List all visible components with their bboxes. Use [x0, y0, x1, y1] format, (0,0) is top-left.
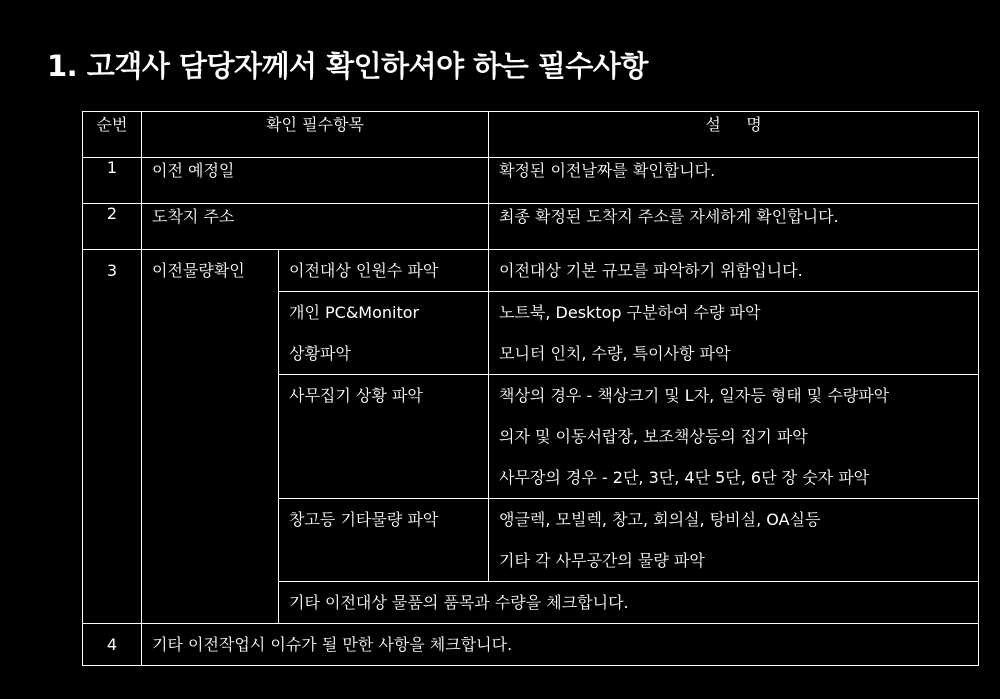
- header-desc: [489, 112, 979, 158]
- row-item: [142, 250, 279, 624]
- row-no-text: 3: [106, 261, 118, 280]
- sub-item-label: [279, 499, 489, 582]
- row-no: 2: [83, 204, 142, 250]
- sub-item-desc: [489, 375, 979, 499]
- sub-item-label-text: 이전대상 인원수 파악: [289, 261, 439, 280]
- row-item: 도착지 주소: [142, 204, 489, 250]
- sub-item-note: [279, 582, 979, 624]
- row-no-text: 4: [106, 635, 118, 654]
- sub-item-label-line: 상황파악: [289, 344, 351, 363]
- row-item-text: 이전물량확인: [152, 261, 245, 280]
- desc-line: 기타 각 사무공간의 물량 파악: [499, 551, 705, 570]
- row-desc: 확정된 이전날짜를 확인합니다.: [489, 158, 979, 204]
- desc-line: 사무장의 경우 - 2단, 3단, 4단 5단, 6단 장 숫자 파악: [499, 468, 870, 487]
- row-item: [142, 624, 979, 666]
- table-header-row: [83, 112, 979, 158]
- desc-line: 책상의 경우 - 책상크기 및 L자, 일자등 형태 및 수량파악: [499, 386, 890, 405]
- sub-item-desc: [489, 499, 979, 582]
- sub-item-label-text: 창고등 기타물량 파악: [289, 510, 439, 529]
- desc-line: 모니터 인치, 수량, 특이사항 파악: [499, 344, 731, 363]
- sub-item-label: [279, 292, 489, 375]
- table-row: [83, 624, 979, 666]
- sub-item-desc: [489, 292, 979, 375]
- sub-item-note-text: 기타 이전대상 물품의 품목과 수량을 체크합니다.: [289, 593, 629, 612]
- row-no: [83, 250, 142, 624]
- desc-line: 의자 및 이동서랍장, 보조책상등의 집기 파악: [499, 427, 808, 446]
- row-desc: 최종 확정된 도착지 주소를 자세하게 확인합니다.: [489, 204, 979, 250]
- table-row: [83, 250, 979, 292]
- sub-item-label: [279, 375, 489, 499]
- header-desc-text: 설 명: [705, 115, 762, 134]
- sub-item-label: [279, 250, 489, 292]
- sub-item-label-line: 개인 PC&Monitor: [289, 303, 420, 322]
- header-no: 순번: [83, 112, 142, 158]
- checklist-table: [82, 111, 979, 666]
- sub-item-desc: [489, 250, 979, 292]
- desc-line: 앵글렉, 모빌렉, 창고, 회의실, 탕비실, OA실등: [499, 510, 821, 529]
- sub-item-label-text: 사무집기 상황 파악: [289, 386, 423, 405]
- row-item-text: 기타 이전작업시 이슈가 될 만한 사항을 체크합니다.: [152, 635, 513, 654]
- header-item: 확인 필수항목: [142, 112, 489, 158]
- row-no: [83, 624, 142, 666]
- page-title: 1. 고객사 담당자께서 확인하셔야 하는 필수사항: [47, 49, 648, 83]
- row-no: 1: [83, 158, 142, 204]
- table-row: [83, 158, 979, 204]
- table-row: [83, 204, 979, 250]
- row-item: 이전 예정일: [142, 158, 489, 204]
- desc-line: 이전대상 기본 규모를 파악하기 위함입니다.: [499, 261, 803, 280]
- desc-line: 노트북, Desktop 구분하여 수량 파악: [499, 303, 761, 322]
